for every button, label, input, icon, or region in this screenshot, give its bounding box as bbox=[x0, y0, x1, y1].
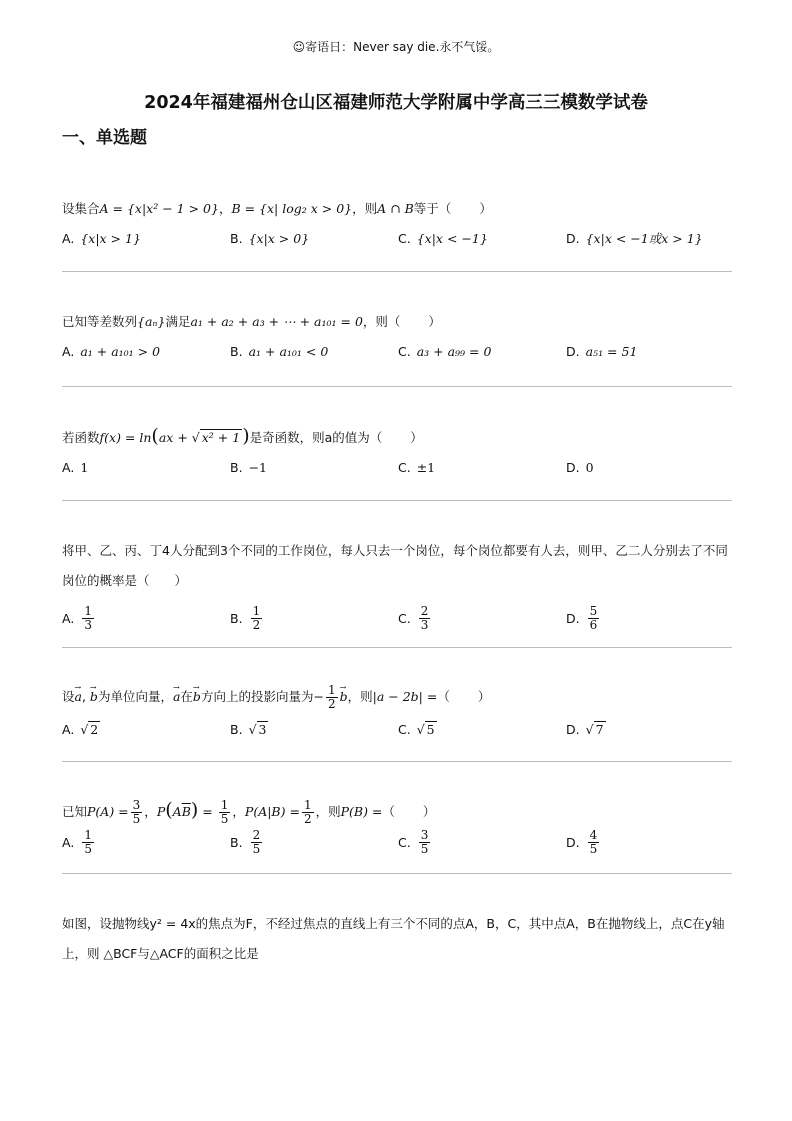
option-a[interactable]: A. a₁ + a₁₀₁ > 0 bbox=[62, 343, 161, 359]
option-d[interactable]: D. $\frac{5}{6}$ bbox=[566, 603, 598, 632]
option-c[interactable]: C. ±1 bbox=[398, 459, 436, 475]
option-c[interactable]: C. $\frac{2}{3}$ bbox=[398, 603, 429, 632]
divider bbox=[62, 873, 732, 874]
question-7-stem: 如图，设抛物线y² = 4x的焦点为F，不经过焦点的直线上有三个不同的点A，B，C，其中点A，B在抛物线上，点C在y轴上，则 △BCF与△ACF的面积之比是 bbox=[62, 916, 725, 961]
option-b[interactable]: B. $\frac{1}{2}$ bbox=[230, 603, 261, 632]
paper-title: 2024年福建福州仓山区福建师范大学附属中学高三三模数学试卷 bbox=[144, 93, 648, 113]
question-2 bbox=[62, 308, 732, 366]
option-a[interactable]: A. $\frac{1}{3}$ bbox=[62, 603, 92, 632]
question-4-stem: 将甲、乙、丙、丁4人分配到3个不同的工作岗位，每人只去一个岗位，每个岗位都要有人去，则甲、乙二人分别去了不同岗位的概率是（ ） bbox=[62, 543, 728, 588]
option-d[interactable]: D. √ 7 bbox=[566, 721, 604, 737]
option-a[interactable]: A. √ 2 bbox=[62, 721, 99, 737]
option-d[interactable]: D. $\frac{4}{5}$ bbox=[566, 827, 598, 856]
option-b[interactable]: B. √ 3 bbox=[230, 721, 267, 737]
question-3 bbox=[62, 422, 732, 482]
header-note: ☺寄语日：Never say die.永不气馁。 bbox=[292, 40, 500, 54]
option-c[interactable]: C. a₃ + a₉₉ = 0 bbox=[398, 343, 492, 359]
option-a[interactable]: A. $\frac{1}{5}$ bbox=[62, 827, 92, 856]
divider bbox=[62, 386, 732, 387]
question-6-stem: 已知P(A) = $\frac{3}{5}$ ，$P(A\overline{B})$ = $\frac{1}{5}$ ，P(A|B) = $\frac{1}{2}$ ，则P(B) =（ ） bbox=[62, 798, 436, 826]
question-1-stem: 设集合A = {x|x² − 1 > 0}，B = {x| log₂ x > 0}，则A ∩ B等于（ ） bbox=[62, 201, 492, 216]
divider bbox=[62, 500, 732, 501]
option-c[interactable]: C. $\frac{3}{5}$ bbox=[398, 827, 429, 856]
question-5-stem: 设→ a, → b为单位向量，→ a在→ b方向上的投影向量为− $\frac{1}{2}$ → b，则|a − 2b| =（ ） bbox=[62, 680, 732, 714]
question-3-stem: 若函数f(x) = ln(ax + √ x² + 1 )是奇函数，则a的值为（ ） bbox=[62, 425, 423, 447]
option-b[interactable]: B. {x|x > 0} bbox=[230, 230, 310, 246]
question-5 bbox=[62, 680, 732, 744]
option-d[interactable]: D. a₅₁ = 51 bbox=[566, 343, 638, 359]
option-d[interactable]: D. {x|x < −1或x > 1} bbox=[566, 230, 703, 246]
section-heading: 一、单选题 bbox=[62, 128, 147, 148]
option-b[interactable]: B. a₁ + a₁₀₁ < 0 bbox=[230, 343, 329, 359]
option-b[interactable]: B. −1 bbox=[230, 459, 267, 475]
option-b[interactable]: B. $\frac{2}{5}$ bbox=[230, 827, 261, 856]
divider bbox=[62, 647, 732, 648]
option-d[interactable]: D. 0 bbox=[566, 459, 594, 475]
divider bbox=[62, 271, 732, 272]
option-a[interactable]: A. 1 bbox=[62, 459, 89, 475]
divider bbox=[62, 761, 732, 762]
question-7 bbox=[62, 909, 732, 969]
option-c[interactable]: C. √ 5 bbox=[398, 721, 435, 737]
question-4 bbox=[62, 536, 732, 638]
question-1 bbox=[62, 195, 732, 253]
question-2-stem: 已知等差数列{aₙ}满足a₁ + a₂ + a₃ + ⋯ + a₁₀₁ = 0，则（ ） bbox=[62, 314, 441, 329]
question-6 bbox=[62, 792, 732, 862]
option-c[interactable]: C. {x|x < −1} bbox=[398, 230, 488, 246]
option-a[interactable]: A. {x|x > 1} bbox=[62, 230, 141, 246]
